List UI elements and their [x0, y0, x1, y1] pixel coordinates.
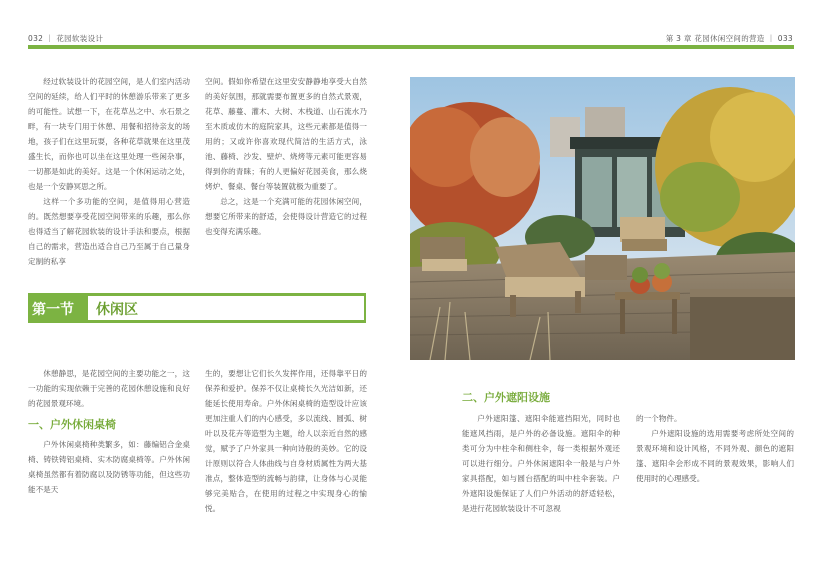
section-title: 休闲区: [96, 302, 138, 318]
intro-paragraph: 空间。假如你希望在这里安安静静地享受大自然的美好氛围，那就需要布置更多的自然式景观，花草、藤蔓、灌木、大树、木栈道、山石流水乃至木质或仿木的庭院家具，这些元素都是值得一用的；又或许你喜欢现代简洁的生活方式，泳池、藤椅、沙发、壁炉、烧烤等元素可能更容易得到你的青睐；有的人更偏好花园美食，那么烧烤炉、餐桌、餐台等装置就极为重要了。: [205, 77, 367, 191]
section-column-1b: [28, 437, 190, 497]
section-column-4: [636, 411, 794, 486]
section-column-3: [462, 411, 620, 516]
header-divider: [28, 45, 794, 49]
page-header-left: 032 ｜ 花园软装设计: [28, 34, 104, 43]
body-paragraph: 的一个物件。: [636, 414, 682, 423]
intro-paragraph: 总之，这是一个充满可能的花园休闲空间，想要它所带来的舒适，会使得设计营造它的过程也变得充满乐趣。: [205, 197, 367, 236]
section-label: 第一节: [32, 302, 74, 318]
body-paragraph: 户外遮阳篷、遮阳伞能遮挡阳光，同时也能遮风挡雨，是户外的必备设施。遮阳伞的种类可分为中柱伞和侧柱伞，每一类根据外观还可以进行细分。户外休闲遮阳伞一般是与户外家具搭配，如与圆台搭配的叫中柱伞套装。户外遮阳设施保证了人们户外活动的舒适轻松，是进行花园软装设计不可忽视: [462, 414, 620, 513]
section-column-2: [205, 366, 367, 516]
garden-terrace-photo: [410, 77, 795, 360]
subsection-title: 一、户外休闲桌椅: [28, 418, 116, 431]
page-header-right: 第 3 章 花园休闲空间的营造 ｜ 033: [665, 34, 793, 43]
body-paragraph: 户外休闲桌椅种类繁多，如：藤编铝合金桌椅、铸铁铸铝桌椅、实木防腐桌椅等。户外休闲桌椅虽然都有着防腐以及防锈等功能，但这些功能不是天: [28, 440, 190, 494]
intro-column-1: [28, 74, 190, 269]
intro-paragraph: 这样一个多功能的空间，是值得用心营造的。既然想要享受花园空间带来的乐趣，那么你也得适当了解花园软装的设计手法和要点，根据自己的需求，营造出适合自己乃至属于自己量身定制的私享: [28, 197, 190, 266]
subsection-title: 二、户外遮阳设施: [462, 391, 550, 404]
body-paragraph: 生的，要想让它们长久发挥作用，还得靠平日的保养和爱护。保养不仅让桌椅长久光洁如新，还能延长使用寿命。户外休闲桌椅的造型设计应该更加注重人们的内心感受，多以流线、圆弧、树叶以及花卉等造型为主题，给人以亲近自然的感觉，赋予了户外家具一种向诗般的美妙。它的设计原则以符合人体曲线与自身材质属性为两大基准点，整体造型的流畅与韵律，让身体与心灵能够完美贴合，在使用的过程之中实现身心的愉悦。: [205, 369, 367, 513]
section-column-1: [28, 366, 190, 411]
body-paragraph: 户外遮阳设施的选用需要考虑所处空间的景观环境和设计风格，不同外观、颜色的遮阳篷、遮阳伞会形成不同的景观效果，影响人们使用时的心理感受。: [636, 429, 794, 483]
intro-paragraph: 经过软装设计的花园空间，是人们室内活动空间的延续，给人们平时的休憩游乐带来了更多的可能性。试想一下，在花草丛之中、水石景之畔，有一块专门用于休憩、用餐和招待亲友的场地，孩子们在这里玩耍，各种花草就果在这里茂盛生长，而你也可以坐在这里处理一些闲杂事，一切都是如此的美好。这是一个休闲运动之处，也是一个安静冥思之所。: [28, 77, 190, 191]
intro-column-2: [205, 74, 367, 239]
body-paragraph: 休憩静思，是花园空间的主要功能之一，这一功能的实现依赖于完善的花园休憩设施和良好的花园景观环境。: [28, 369, 190, 408]
